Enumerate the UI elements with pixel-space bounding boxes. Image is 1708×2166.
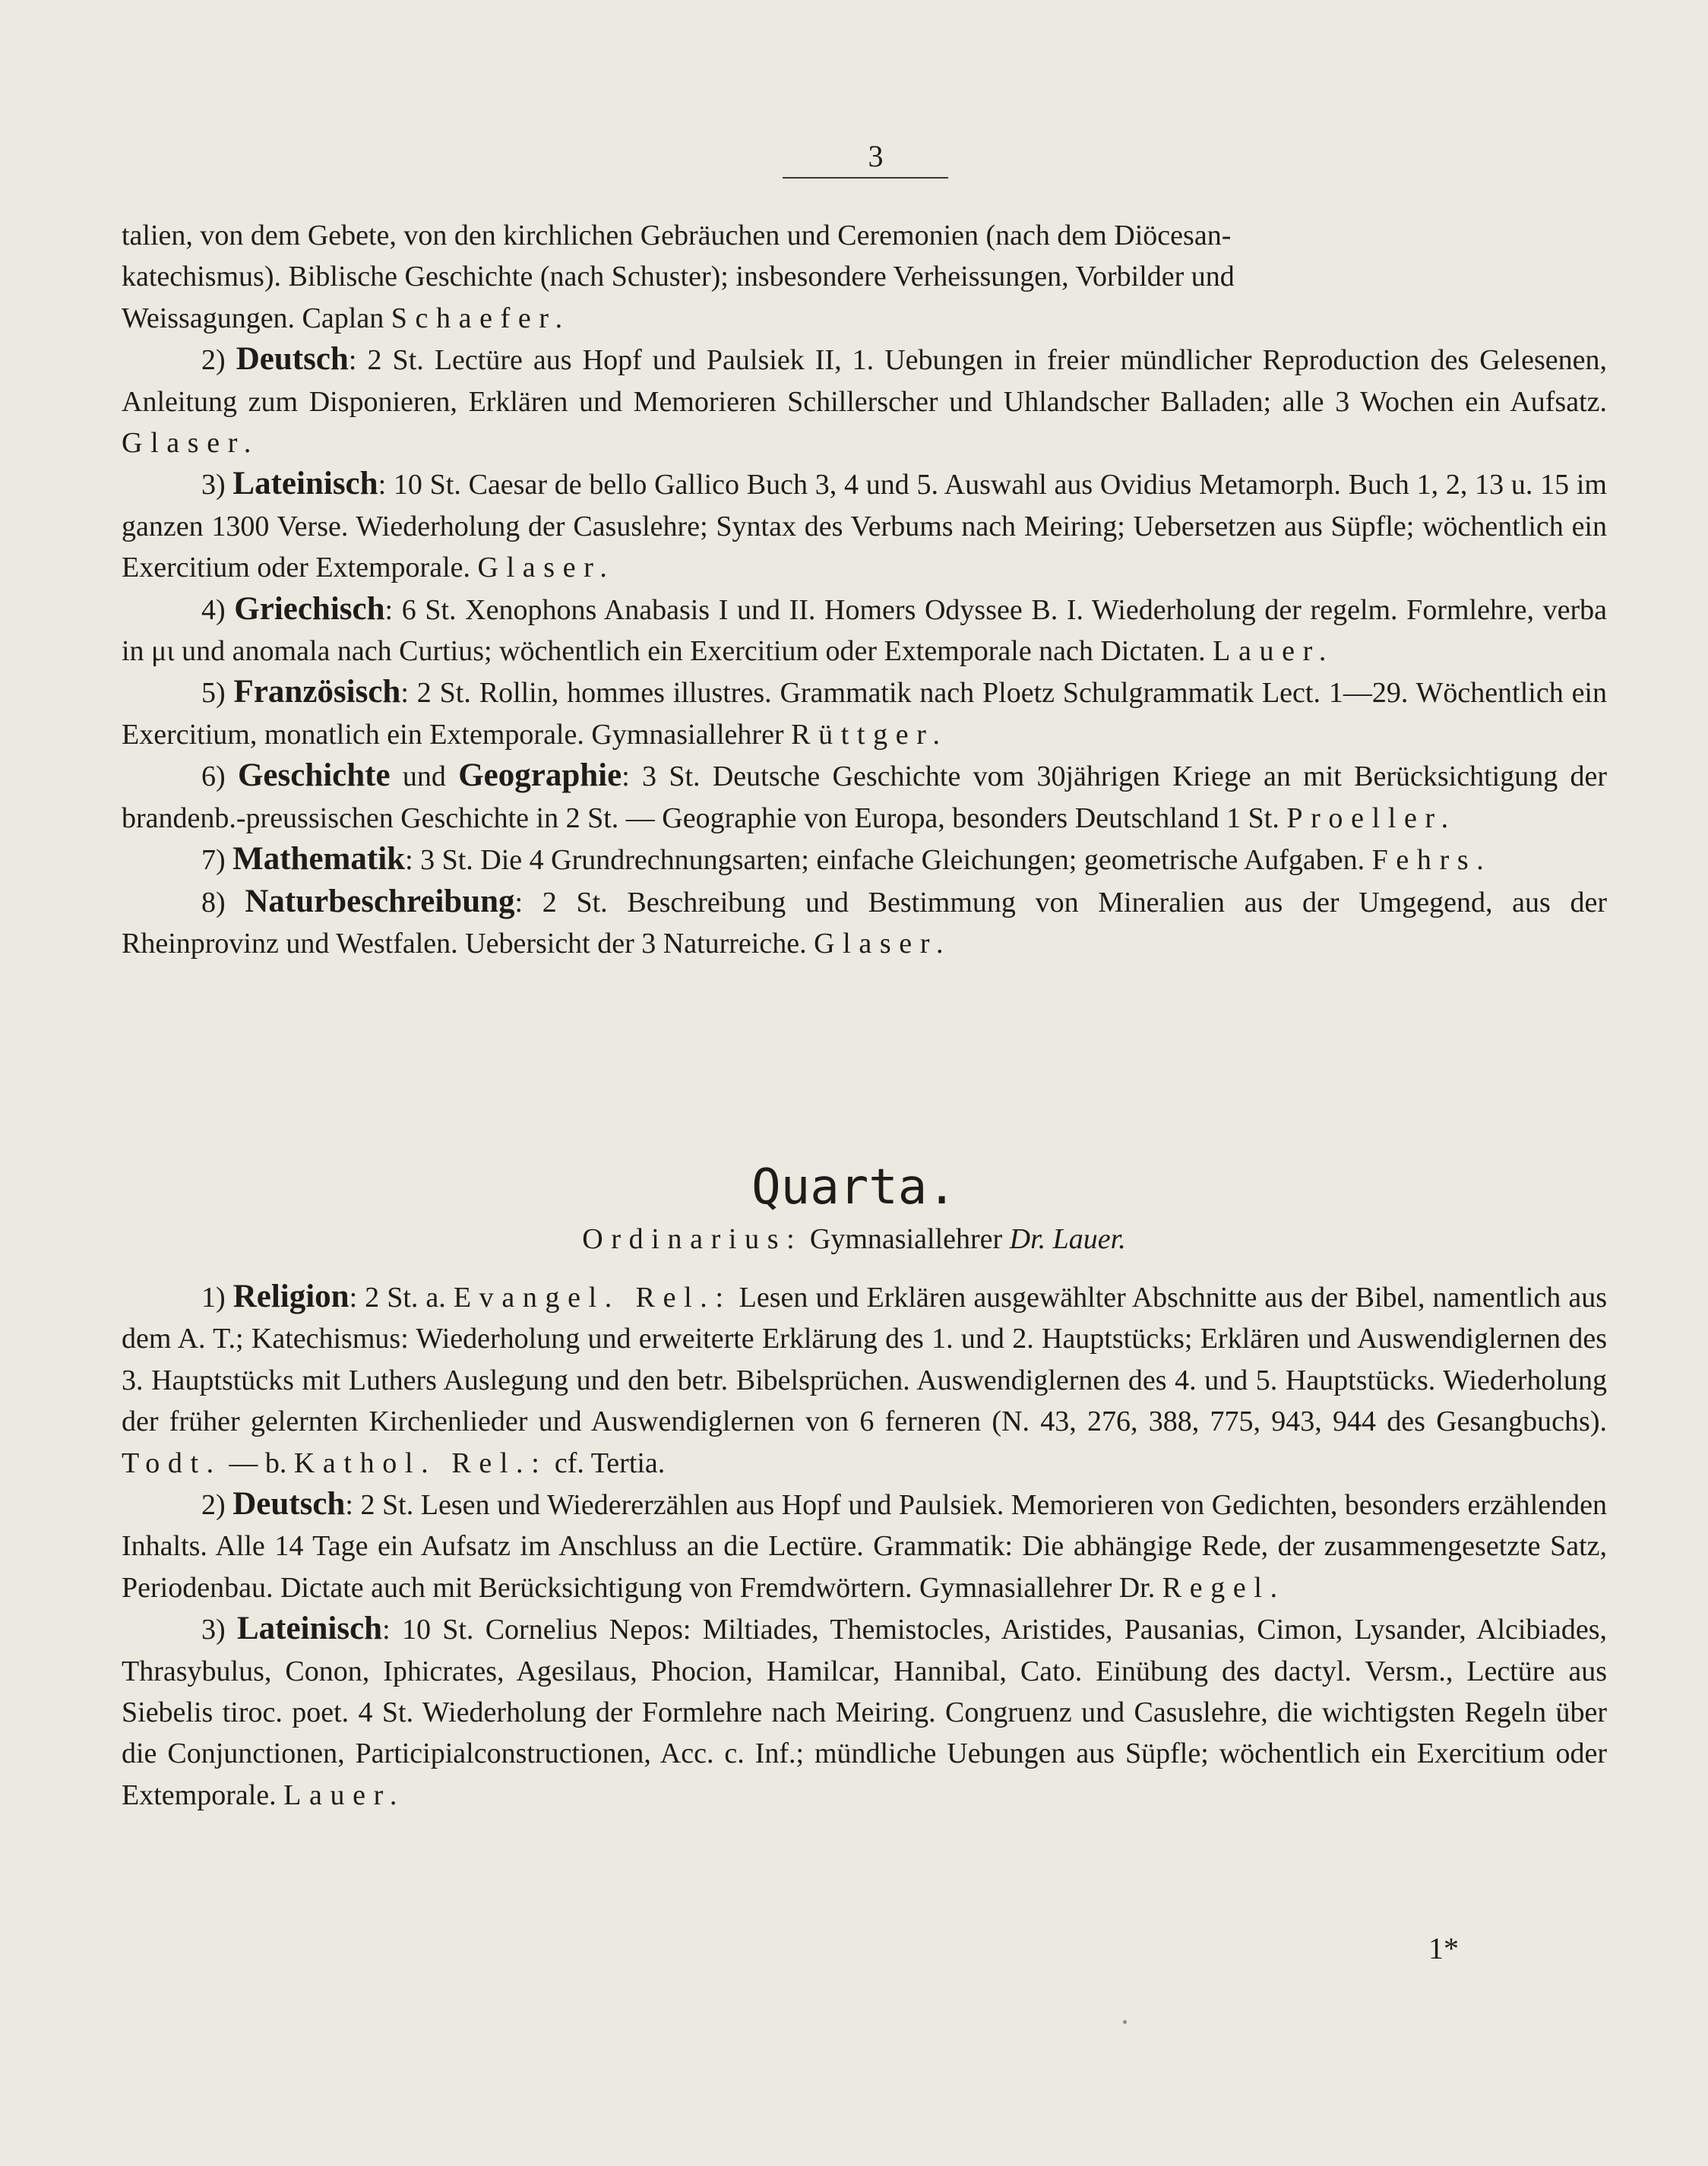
ordinarius-name: Dr. Lauer. — [1009, 1223, 1126, 1255]
tertia-item-deutsch — [122, 339, 1607, 463]
section-title-quarta: Quarta. — [751, 1159, 957, 1216]
item-text: : 2 St. a. — [349, 1282, 454, 1314]
quarta-section — [122, 1276, 1607, 1816]
item-number: 3) — [201, 469, 233, 501]
teacher-name: Glaser. — [814, 927, 952, 960]
item-text: : 10 St. Cornelius Nepos: Miltiades, Themistocles, Aristides, Pausanias, Cimon, Lysander, Alcibiades, Thrasybulus, Conon, Iphicrates, Agesilaus, Phocion, Hamilcar, Hannibal, Cato. Einübung des dactyl. Versm., Lectüre aus Siebelis tiroc. poet. 4 St. Wiederholung der Formlehre nach Meiring. Congruenz und Casuslehre, die wichtigsten Regeln über die Conjunctionen, Participialconstructionen, Acc. c. Inf.; mündliche Uebungen aus Süpfle; wöchentlich ein Exercitium oder Extemporale. — [122, 1614, 1608, 1811]
subject-heading: Griechisch — [234, 590, 385, 627]
item-number: 3) — [201, 1614, 237, 1646]
teacher-name: Proeller. — [1286, 802, 1457, 834]
item-text: : 2 St. Lesen und Wiedererzählen aus Hopf und Paulsiek. Memorieren von Gedichten, besonders erzählenden Inhalts. Alle 14 Tage ein Aufsatz im Anschluss an die Lectüre. Grammatik: Die abhängige Rede, der zusammengesetzte Satz, Periodenbau. Dictate auch mit Berücksichtigung von Fremdwörtern. Gymnasiallehrer Dr. — [122, 1489, 1608, 1604]
tertia-religion-continuation — [122, 215, 1607, 339]
item-number: 5) — [201, 677, 234, 710]
sheet-signature: 1* — [1428, 1931, 1459, 1965]
quarta-item-religion — [122, 1276, 1607, 1484]
teacher-name: Schaefer. — [391, 302, 571, 334]
item-text: : 2 St. Rollin, hommes illustres. Grammatik nach Ploetz Schulgrammatik Lect. 1—29. Wöchentlich ein Exercitium, monatlich ein Extemporale. Gymnasiallehrer — [122, 677, 1607, 751]
teacher-name: Lauer. — [283, 1779, 405, 1811]
teacher-name: Fehrs. — [1371, 844, 1492, 877]
item-text: : 6 St. Xenophons Anabasis I und II. Homers Odyssee B. I. Wiederholung der regelm. Formlehre, verba in μι und anomala nach Curtius; wöchentlich ein Exercitium oder Extemporale nach Dictaten. — [122, 593, 1607, 668]
item-text-b: cf. Tertia. — [547, 1447, 666, 1479]
tertia-section — [122, 215, 1607, 964]
item-number: 1) — [201, 1282, 233, 1314]
item-text: : 2 St. Beschreibung und Bestimmung von Mineralien aus der Umgegend, aus der Rheinprovinz und Westfalen. Uebersicht der 3 Naturreiche. — [122, 886, 1607, 960]
quarta-item-lateinisch — [122, 1608, 1607, 1816]
subject-heading: Lateinisch — [232, 466, 378, 502]
confession-label-a: Evangel. Rel.: — [453, 1282, 732, 1314]
item-text: : 3 St. Deutsche Geschichte vom 30jährigen Kriege an mit Berücksichtigung der brandenb.-preussischen Geschichte in 2 St. — Geographie von Europa, besonders Deutschland 1 St. — [122, 760, 1608, 834]
tertia-item-franzoesisch — [122, 672, 1607, 755]
item-text: : 10 St. Caesar de bello Gallico Buch 3, 4 und 5. Auswahl aus Ovidius Metamorph. Buch 1, 2, 13 u. 15 im ganzen 1300 Verse. Wiederholung der Casuslehre; Syntax des Verbums nach Meiring; Uebersetzen aus Süpfle; wöchentlich ein Exercitium oder Extemporale. — [122, 469, 1607, 584]
item-number: 2) — [201, 1489, 233, 1522]
subject-heading: Deutsch — [232, 1486, 346, 1523]
teacher-name: Lauer. — [1213, 635, 1334, 668]
teacher-name: Regel. — [1162, 1571, 1286, 1604]
page-number-rule — [783, 177, 948, 179]
item-text-b-pre: — b. — [221, 1447, 294, 1479]
intro-line-3: Weissagungen. Caplan — [122, 302, 391, 334]
teacher-name: Todt. — [122, 1447, 222, 1479]
subject-heading: Mathematik — [232, 841, 406, 877]
item-text: : 2 St. Lectüre aus Hopf und Paulsiek II, 1. Uebungen in freier mündlicher Reproduction des Gelesenen, Anleitung zum Disponieren, Erklären und Memorieren Schillerscher und Uhlandscher Balladen; alle 3 Wochen ein Aufsatz. — [122, 344, 1607, 418]
subject-heading: Lateinisch — [236, 1611, 383, 1647]
tertia-item-geschichte-geographie — [122, 755, 1607, 839]
item-text-a: Lesen und Erklären ausgewählter Abschnitte aus der Bibel, namentlich aus dem A. T.; Katechismus: Wiederholung und erweiterte Erklärung des 1. und 2. Hauptstücks; Erklären und Auswendiglernen des 3. Hauptstücks mit Luthers Auslegung und den betr. Bibelsprüchen. Auswendiglernen des 4. und 5. Hauptstücks. Wiederholung der früher gelernten Kirchenlieder und Auswendiglernen von 6 ferneren (N. 43, 276, 388, 775, 943, 944 des Gesangbuchs). — [122, 1282, 1607, 1438]
subject-heading: Französisch — [233, 674, 401, 710]
tertia-item-naturbeschreibung — [122, 881, 1607, 965]
ordinarius-role: Gymnasiallehrer — [802, 1223, 1010, 1255]
subject-heading: Religion — [232, 1279, 350, 1314]
teacher-name: Glaser. — [477, 552, 615, 584]
tertia-item-mathematik — [122, 839, 1607, 881]
page-number: 3 — [868, 139, 884, 173]
item-number: 2) — [201, 344, 236, 377]
item-number: 8) — [201, 886, 245, 919]
teacher-name: Rüttger. — [791, 718, 948, 751]
tertia-item-griechisch — [122, 589, 1607, 672]
subject-heading: Geschichte — [237, 757, 391, 794]
teacher-name: Glaser. — [122, 427, 260, 460]
ordinarius-label: Ordinarius: — [582, 1223, 803, 1255]
intro-line-1: talien, von dem Gebete, von den kirchlichen Gebräuchen und Ceremonien (nach dem Diöcesan- — [122, 220, 1232, 251]
tertia-item-lateinisch — [122, 463, 1607, 588]
paper-speck — [1123, 2020, 1127, 2024]
quarta-item-deutsch — [122, 1484, 1607, 1608]
subject-heading: Naturbeschreibung — [245, 883, 515, 919]
confession-label-b: Kathol. Rel.: — [293, 1447, 548, 1479]
item-number: 7) — [201, 844, 233, 877]
intro-line-2: katechismus). Biblische Geschichte (nach Schuster); insbesondere Verheissungen, Vorbilder und — [122, 261, 1235, 293]
subject-heading: Deutsch — [236, 341, 349, 378]
item-number: 4) — [201, 593, 235, 626]
ordinarius-line — [0, 1219, 1708, 1260]
subject-joiner: und — [390, 760, 459, 793]
item-text: : 3 St. Die 4 Grundrechnungsarten; einfache Gleichungen; geometrische Aufgaben. — [405, 844, 1372, 877]
subject-heading-2: Geographie — [458, 757, 622, 794]
item-number: 6) — [201, 760, 238, 793]
